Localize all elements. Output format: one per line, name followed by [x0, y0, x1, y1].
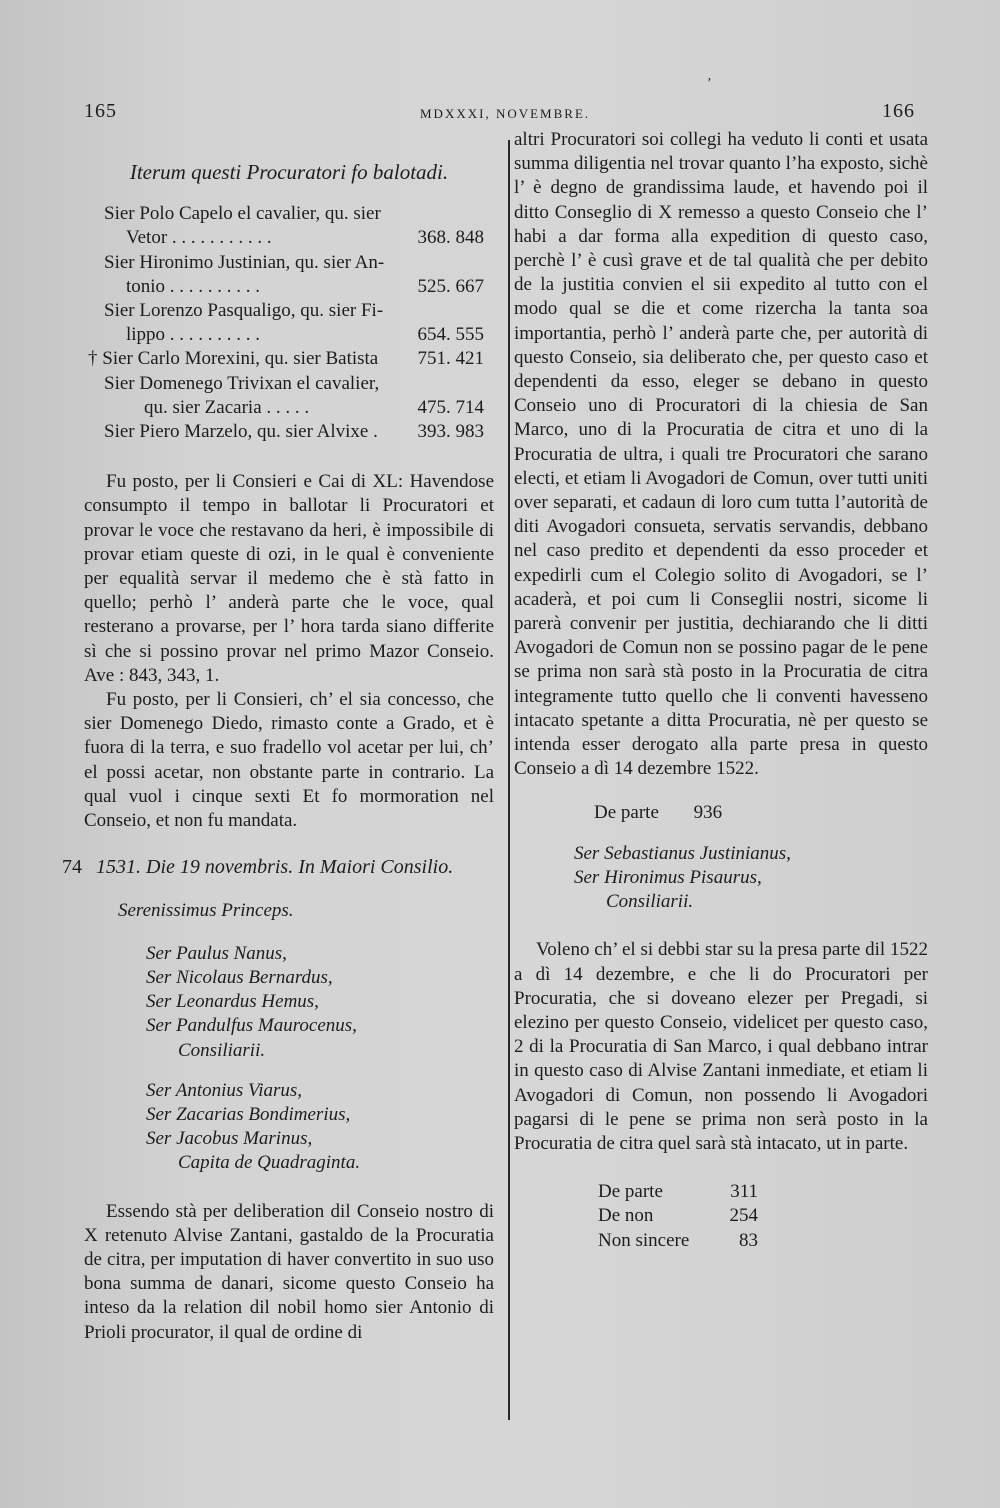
caput-name: Ser Jacobus Marinus, — [146, 1128, 313, 1150]
vote-label: De non — [598, 1205, 654, 1227]
vote-label: De parte — [598, 1181, 663, 1203]
vote-value: 936 — [693, 802, 723, 824]
consiliarii-label: Consiliarii. — [178, 1039, 266, 1061]
session-date — [62, 855, 494, 879]
ballot-entry — [104, 251, 484, 299]
vote-value: 254 — [729, 1205, 758, 1227]
consiliarius-name: Ser Pandulfus Maurocenus, — [146, 1015, 357, 1037]
ballot-entry-line1: Sier Lorenzo Pasqualigo, qu. sier Fi- — [104, 300, 384, 322]
ballot-entry-line2: Vetor . . . . . . . . . . . — [126, 227, 272, 249]
signer-name: Ser Hironimus Pisaurus, — [574, 866, 762, 888]
signer-name: Ser Sebastianus Justinianus, — [574, 842, 791, 864]
page-number-left: 165 — [84, 100, 117, 122]
ballot-votes: 654. 555 — [417, 324, 484, 346]
consiliarii-list — [84, 942, 494, 1063]
vote-value: 83 — [739, 1229, 758, 1251]
ballot-entry-line1: Sier Hironimo Justinian, qu. sier An- — [104, 251, 385, 273]
paragraph-procuratori: altri Procuratori soi collegi ha veduto li conti et usata summa diligentia nel trovar quanto l’ha exposto, sichè l’ è degno de grandissima laude, et havendo poi il ditto Conseglio di X remesso a questo Conseio che l’ habi a dar forma alla expedition di questo caso, perchè l’ è cusì grave et de tal qualità che per debito de la justitia convien el sii expedito al tutto con el modo qual se die et come rizercha la tanta soa importantia, perhò l’ anderà parte che, per autorità di questo Conseio, sia deliberato che, per questo caso et dependenti da esso, eleger se debano in questo Conseio uno di Procuratori di la chiesia de San Marco, uno di la Procuratia de citra et uno di la Procuratia de ultra, i quali tre Procuratori che sarano electi, et etiam li Avogadori de Comun, over tutti uniti over separati, et cadaun di loro cum tutta l’autorità de diti Avogadori consueta, servatis servandis, debbano nel caso predito et dependenti da esso proceder et expedirli cum el Colegio solito di Avogadori, se l’ acaderà, et poi cum li Conseglii nostri, sicome li parerà convenir per justitia, dechiarando che li ditti Avogadori de Comun non se possino pagar de le pene se prima non sarà stà posto in la Procuratia de citra integramente tutto quello che li conventi havesseno intacato spetante a ditta Procuratia, nè per questo se intenda esser derogato alla parte presa in questo Conseio a dì 14 dezembre 1522. — [514, 129, 928, 780]
ballot-entry-line1: Sier Polo Capelo el cavalier, qu. sier — [104, 203, 381, 225]
signers-list — [514, 842, 928, 915]
vote-result — [514, 801, 928, 825]
paragraph-voleno: Voleno ch’ el si debbi star su la presa parte dil 1522 a dì 14 dezembre, e che li do Procuratori per Procuratia, che si doveano elezer per Pregadi, si elezino per questo Conseio, videlicet per questo caso, 2 di la Procuratia di San Marco, i qual debbano intrar in questo caso di Alvise Zantani inmediate, et etiam li Avogadori di Comun, non possendo li Avogadori pagarsi di le pene se prima non serà posto in la Procuratia de citra quel sarà stà intacato, ut in parte. — [514, 939, 928, 1154]
ballot-heading: Iterum questi Procuratori fo balotadi. — [129, 160, 449, 184]
page-number-right: 166 — [882, 100, 915, 122]
signers-label: Consiliarii. — [606, 891, 694, 913]
ballot-entry-line2: qu. sier Zacaria . . . . . — [144, 396, 310, 418]
vote-label: Non sincere — [598, 1229, 690, 1251]
session-date-line: 1531. Die 19 novembris. In Maiori Consilio. — [96, 856, 454, 879]
consiliarius-name: Ser Nicolaus Bernardus, — [146, 966, 333, 988]
margin-number: 74 — [62, 856, 82, 879]
column-divider — [508, 140, 510, 1420]
vote-row — [598, 1229, 758, 1253]
paragraph-diedo: Fu posto, per li Consieri, ch’ el sia concesso, che sier Domenego Diedo, rimasto conte a Grado, et è fuora di la terra, e suo fradello vol acetar per lui, ch’ el possi acetar, non obstante parte in contrario. La qual vuol i cinque sexti Et fo mormoration nel Conseio, et non fu mandata. — [84, 689, 494, 832]
ink-mark: ’ — [707, 76, 712, 91]
ballot-list — [84, 202, 494, 444]
ballot-votes: 525. 667 — [417, 275, 484, 297]
ballot-entry — [104, 202, 484, 250]
caput-name: Ser Zacarias Bondimerius, — [146, 1103, 351, 1125]
capita-list — [84, 1079, 494, 1176]
right-column — [514, 128, 928, 1253]
caput-name: Ser Antonius Viarus, — [146, 1079, 303, 1101]
capita-label: Capita de Quadraginta. — [178, 1152, 361, 1174]
ballot-entry-line1: Sier Domenego Trivixan el cavalier, — [104, 372, 380, 394]
consiliarius-name: Ser Paulus Nanus, — [146, 942, 287, 964]
ballot-entry — [104, 372, 484, 420]
vote-row — [598, 1180, 758, 1204]
ballot-entry — [104, 420, 484, 444]
ballot-entry-line1: Sier Piero Marzelo, qu. sier Alvixe . — [104, 421, 378, 443]
paragraph-zantani: Essendo stà per deliberation dil Conseio nostro di X retenuto Alvise Zantani, gastaldo de la Procuratia de citra, per imputation di haver convertito in suo uso bona summa de danari, sicome questo Conseio ha inteso da la relation dil nobil homo sier Antonio di Prioli procurator, il qual de ordine di — [84, 1200, 494, 1343]
vote-label: De parte — [594, 802, 659, 824]
ballot-votes: 368. 848 — [417, 227, 484, 249]
final-votes — [514, 1180, 928, 1253]
princeps: Serenissimus Princeps. — [118, 900, 294, 922]
vote-row — [598, 1204, 758, 1228]
paragraph-consieri-cai: Fu posto, per li Consieri e Cai di XL: Havendose consumpto il tempo in ballotar li Procuratori et provar le voce che restavano da heri, è impossibile di provar etiam queste di ozi, in le qual è conveniente per equalità servar il medemo che è stà fatto in quello; perhò l’ anderà parte che le voce, qual resterano a provarse, per l’ hora tarda siano differite sì che si possino provar nel primo Mazor Conseio. Ave : 843, 343, 1. — [84, 471, 494, 686]
consiliarius-name: Ser Leonardus Hemus, — [146, 991, 319, 1013]
ballot-votes: 475. 714 — [417, 396, 484, 418]
vote-value: 311 — [730, 1181, 758, 1203]
ballot-entry-line2: tonio . . . . . . . . . . — [126, 275, 261, 297]
ballot-votes: 751. 421 — [417, 348, 484, 370]
left-column — [62, 160, 494, 1345]
ballot-entry — [88, 347, 484, 371]
ballot-entry-line1: † Sier Carlo Morexini, qu. sier Batista — [88, 348, 379, 370]
ballot-votes: 393. 983 — [417, 421, 484, 443]
ballot-entry — [104, 299, 484, 347]
running-title: MDXXXI, NOVEMBRE. — [420, 106, 591, 121]
ballot-entry-line2: lippo . . . . . . . . . . — [126, 324, 261, 346]
